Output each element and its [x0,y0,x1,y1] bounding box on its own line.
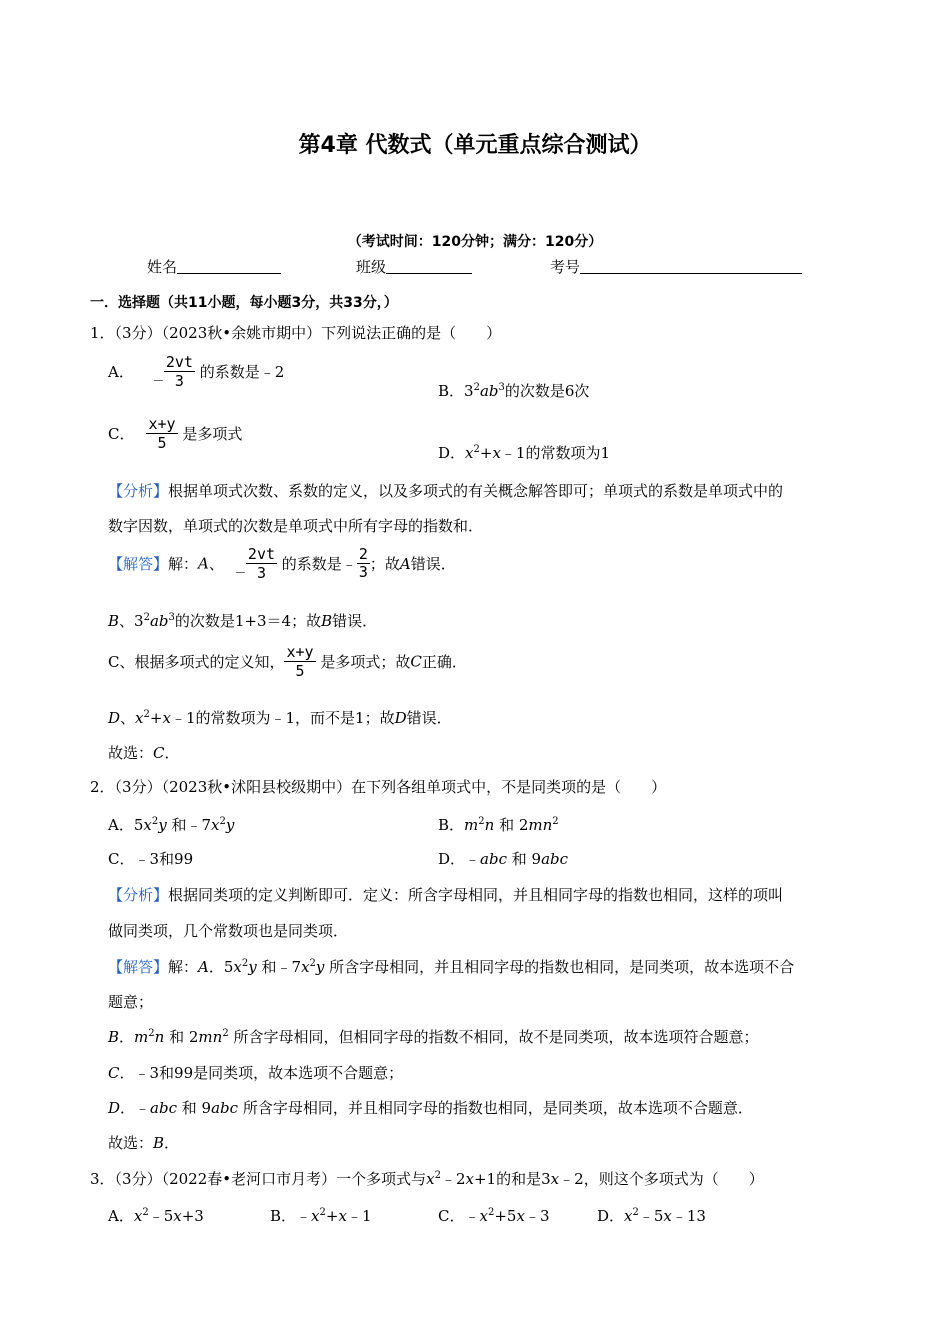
name-label: 姓名 [147,258,178,276]
question-3: 3．（3分）（2022春•老河口市月考）一个多项式与$x^2﹣2x+1$的和是3x﹣2，则这个多项式为（ ） [90,1170,764,1188]
q3-option-a: A．$x^2﹣5x+3$ [108,1207,204,1225]
q1-analysis-line1: 【分析】根据单项式次数、系数的定义，以及多项式的有关概念解答即可；单项式的系数是单项式中的 [108,482,784,500]
q1-solution-d: D、$x^2+x﹣1$的常数项为﹣1，而不是1；故D错误． [108,709,452,727]
q2-option-c: C．﹣3和99 [108,850,194,868]
q2-option-b: B．$m^2n$ 和 $2mn^2$ [438,816,559,834]
q1-solution-c: C、根据多项式的定义知， $\frac{x+y}{5}$ 是多项式；故C正确． [108,643,467,680]
q2-solution-b: B．$m^2n$ 和 $2mn^2$ 所含字母相同，但相同字母的指数不相同，故不是同类项，故本选项符合题意； [108,1028,759,1046]
q1-solution-a: 【解答】解：A、 _ $\frac{2vt}{3}$ 的系数是﹣ $\frac{2}{3}$ ；故A错误． [108,545,456,582]
q1-stem: （2023秋•余姚市期中）下列说法正确的是（ ） [161,324,502,342]
q1-option-a: A． _ $\frac{2vt}{3}$ 的系数是﹣2 [108,353,285,390]
q2-analysis-line2: 做同类项，几个常数项也是同类项． [108,922,349,940]
question-2: 2．（3分）（2023秋•沭阳县校级期中）在下列各组单项式中，不是同类项的是（ ） [90,778,667,796]
question-1 [90,322,501,343]
name-blank[interactable] [177,259,281,274]
q3-option-b: B．$﹣x^2+x﹣1$ [270,1207,372,1225]
q2-option-a: A．$5x^2y$ 和$﹣7x^2y$ [108,816,235,834]
q2-option-d: D．﹣abc 和 9abc [438,850,569,868]
class-field[interactable] [356,256,472,277]
q2-solution-d: D．﹣abc 和 9abc 所含字母相同，并且相同字母的指数也相同，是同类项，故本选项不合题意． [108,1099,753,1117]
section-heading: 一．选择题（共11小题，每小题3分，共33分，） [90,295,398,311]
number-field[interactable] [550,256,802,277]
page-title: 第4章 代数式（单元重点综合测试） [298,133,652,158]
q2-solution-a2: 题意； [108,993,154,1011]
q1-option-c: C． $\frac{x+y}{5}$ 是多项式 [108,415,243,452]
fraction-xy-5: $\frac{x+y}{5}$ [148,415,176,452]
q2-choose: 故选：B． [108,1134,180,1152]
q1-score: （3分） [114,324,162,342]
fraction-2vt-3: $\frac{2vt}{3}$ [165,353,193,390]
q3-option-d: D．$x^2﹣5x﹣13$ [597,1207,706,1225]
class-label: 班级 [356,258,387,276]
q1-option-b: B．$3^2ab^3$的次数是6次 [438,382,590,400]
q1-option-d: D．$x^2+x﹣1$的常数项为1 [438,444,611,462]
q1-choose: 故选：C． [108,744,180,762]
q1-number: 1． [90,324,115,342]
class-blank[interactable] [386,259,472,274]
exam-info: （考试时间：120分钟；满分：120分） [347,234,603,250]
number-blank[interactable] [580,259,802,274]
q2-solution-a: 【解答】解：A．$5x^2y$ 和$﹣7x^2y$ 所含字母相同，并且相同字母的指数也相同，是同类项，故本选项不合 [108,958,795,976]
q3-option-c: C．$﹣x^2+5x﹣3$ [438,1207,550,1225]
q1-analysis-line2: 数字因数，单项式的次数是单项式中所有字母的指数和． [108,517,484,535]
q2-solution-c: C．﹣3和99是同类项，故本选项不合题意； [108,1064,404,1082]
number-label: 考号 [550,258,581,276]
q2-analysis-line1: 【分析】根据同类项的定义判断即可．定义：所含字母相同，并且相同字母的指数也相同，这样的项叫 [108,886,784,904]
name-field[interactable] [147,256,281,277]
q1-solution-b: B、$3^2ab^3$的次数是1+3＝4；故B错误． [108,612,378,630]
